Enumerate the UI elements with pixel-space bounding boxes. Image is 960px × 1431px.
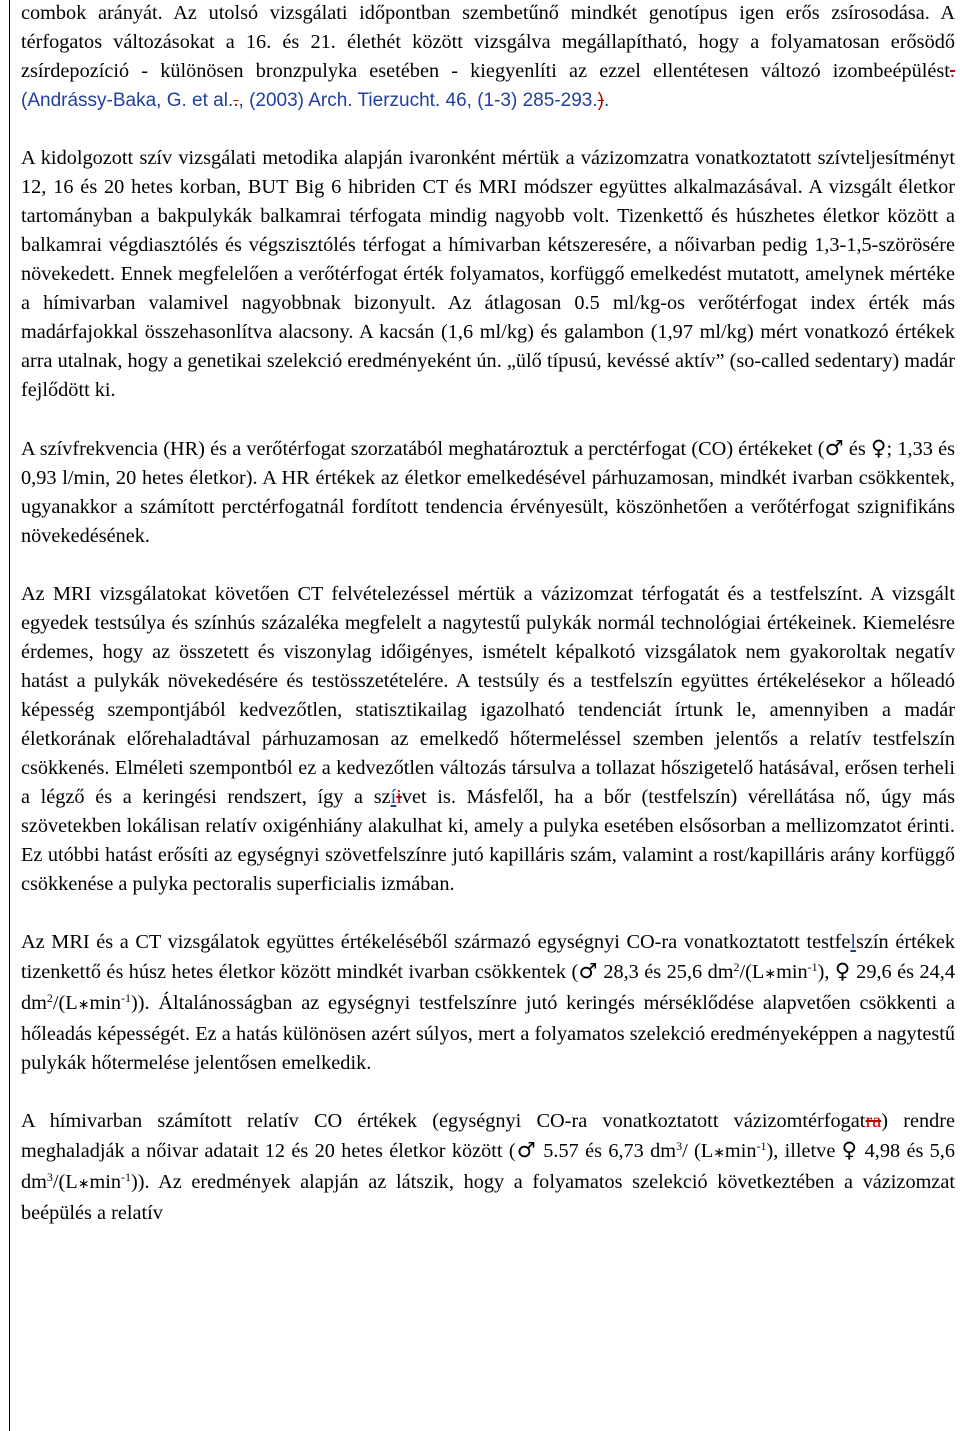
paragraph-4: Az MRI vizsgálatokat követően CT felvételezéssel mértük a vázizomzat térfogatát és a testfelszínt. A vizsgált egyedek testsúlya és színhús százaléka megfelelt a nagytestű pulykák normál technológiai értékeinek. Kiemelésre érdemes, hogy az összetett és viszonylag időigényes, ismételt képalkotó vizsgálatok nem gyakoroltak negatív hatást a pulykák növekedésére és testösszetételére. A testsúly és a testfelszín együttes értékelésekor a hőleadó képesség szempontjából kedvezőtlen, statisztikailag igazolható tendenciát írtunk le, amennyiben a madár életkorának előrehaladtával párhuzamosan az emelkedő hőtermeléssel szemben jelentős a relatív testfelszín csökkenés. Elméleti szempontból ez a kedvezőtlen változás társulva a tollazat hőszigetelő hatásával, erősen terheli a légző és a keringési rendszert, így a szíivet is. Másfelől, ha a bőr (testfelszín) vérellátása nő, úgy más szövetekben lokálisan relatív oxigénhiány alakulhat ki, amely a pulyka esetében elsősorban a mellizomzatot érinti. Ez utóbbi hatást erősíti az egységnyi szövetfelszínre jutó kapilláris szám, valamint a rost/kapilláris arány korfüggő csökkenése a pulyka pectoralis superficialis izmában. [21, 583, 955, 895]
paragraph-6: A hímivarban számított relatív CO értékek (egységnyi CO-ra vonatkoztatott vázizomtérfogatra) rendre meghaladják a nőivar adatait 12 és 20 hetes életkor között (♂ 5.57 és 6,73 $dm^3/$ $(L∗\min^{-1})$, illetve ♀ 4,98 és 5,6 $dm^3/(L∗\min^{-1})$). Az eredmények alapján az látszik, hogy a folyamatos szelekció következtében a vázizomzat beépülés a relatív [21, 1110, 956, 1224]
male-symbol-icon: ♂ [515, 1138, 537, 1162]
citation-insert: , (2003) Arch. Tierzucht. 46, (1-3) 285-293. [238, 90, 598, 111]
female-symbol-icon: ♀ [871, 436, 887, 460]
paragraph-2: A kidolgozott szív vizsgálati metodika alapján ivaronként mértük a vázizomzatra vonatkoztatott szívteljesítményt 12, 16 és 20 hetes korban, BUT Big 6 hibriden CT és MRI módszer együttes alkalmazásával. A vizsgált életkor tartományban a bakpulykák balkamrai térfogata mindig nagyobb volt. Tizenkettő és húszhetes életkor között a balkamrai végdiasztólés és végszisztólés térfogat a hímivarban kétszeresére, a nőivarban pedig 1,3-1,5-szörösére növekedett. Ennek megfelelően a verőtérfogat érték folyamatos, korfüggő emelkedést mutatott, amelynek mértéke a hímivarban valamivel nagyobbnak bizonyult. Az átlagosan 0.5 ml/kg-os verőtérfogat index érték más madárfajokkal összehasonlítva alacsony. A kacsán (1,6 ml/kg) és galambon (1,97 ml/kg) mért vonatkozó értékek arra utalnak, hogy a genetikai szelekció eredményeként ún. „ülő típusú, kevéssé aktív” (so-called sedentary) madár fejlődött ki. [21, 147, 955, 401]
deletion-mark: . [949, 60, 955, 82]
female-symbol-icon: ♀ [834, 959, 851, 983]
document-body [21, 0, 955, 1228]
change-bar [9, 0, 10, 1431]
insertion-mark: í [390, 786, 397, 808]
paragraph-3: A szívfrekvencia (HR) és a verőtérfogat szorzatából meghatároztuk a perctérfogat (CO) értékeket (♂ és ♀; 1,33 és 0,93 l/min, 20 hetes életkor). A HR értékek az életkor emelkedésével párhuzamosan, mindkét ivarban csökkentek, ugyanakkor a számított perctérfogatnál fordított tendencia érvényesült, köszönhetően a verőtérfogat szignifikáns növekedésének. [21, 436, 955, 547]
female-symbol-icon: ♀ [841, 1138, 859, 1162]
deletion-mark: . [233, 90, 239, 111]
deletion-mark: i [396, 786, 402, 808]
insertion-mark: l [850, 931, 857, 953]
male-symbol-icon: ♂ [824, 436, 844, 460]
deletion-mark: ra [865, 1110, 882, 1132]
paragraph-5: Az MRI és a CT vizsgálatok együttes értékeléséből származó egységnyi CO-ra vonatkoztatott testfelszín értékek tizenkettő és húsz hetes életkor között mindkét ivarban csökkentek (♂ 28,3 és 25,6 $dm^2/(L∗\min^{-1})$, ♀ 29,6 és 24,4 $dm^2/(L∗\min^{-1})$). Általánosságban az egységnyi testfelszínre jutó keringés mérséklődése alapvetően csökkenti a hőleadás képességét. Ez a hatás különösen azért súlyos, mert a folyamatos szelekció eredményeképpen a nagytestű pulykák hőtermelése jelentősen emelkedik. [21, 931, 955, 1074]
deletion-mark: ) [597, 90, 604, 111]
citation-insert: (Andrássy-Baka, G. et al. [21, 90, 234, 111]
paragraph-1: combok arányát. Az utolsó vizsgálati időpontban szembetűnő mindkét genotípus igen erős zsírosodása. A térfogatos változásokat a 16. és 21. élethét között vizsgálva megállapítható, hogy a folyamatosan erősödő zsírdepozíció - különösen bronzpulyka esetében - kiegyenlíti az ezzel ellentétesen változó izombeépülést. (Andrássy-Baka, G. et al.., (2003) Arch. Tierzucht. 46, (1-3) 285-293.). [21, 2, 955, 111]
male-symbol-icon: ♂ [578, 959, 598, 983]
